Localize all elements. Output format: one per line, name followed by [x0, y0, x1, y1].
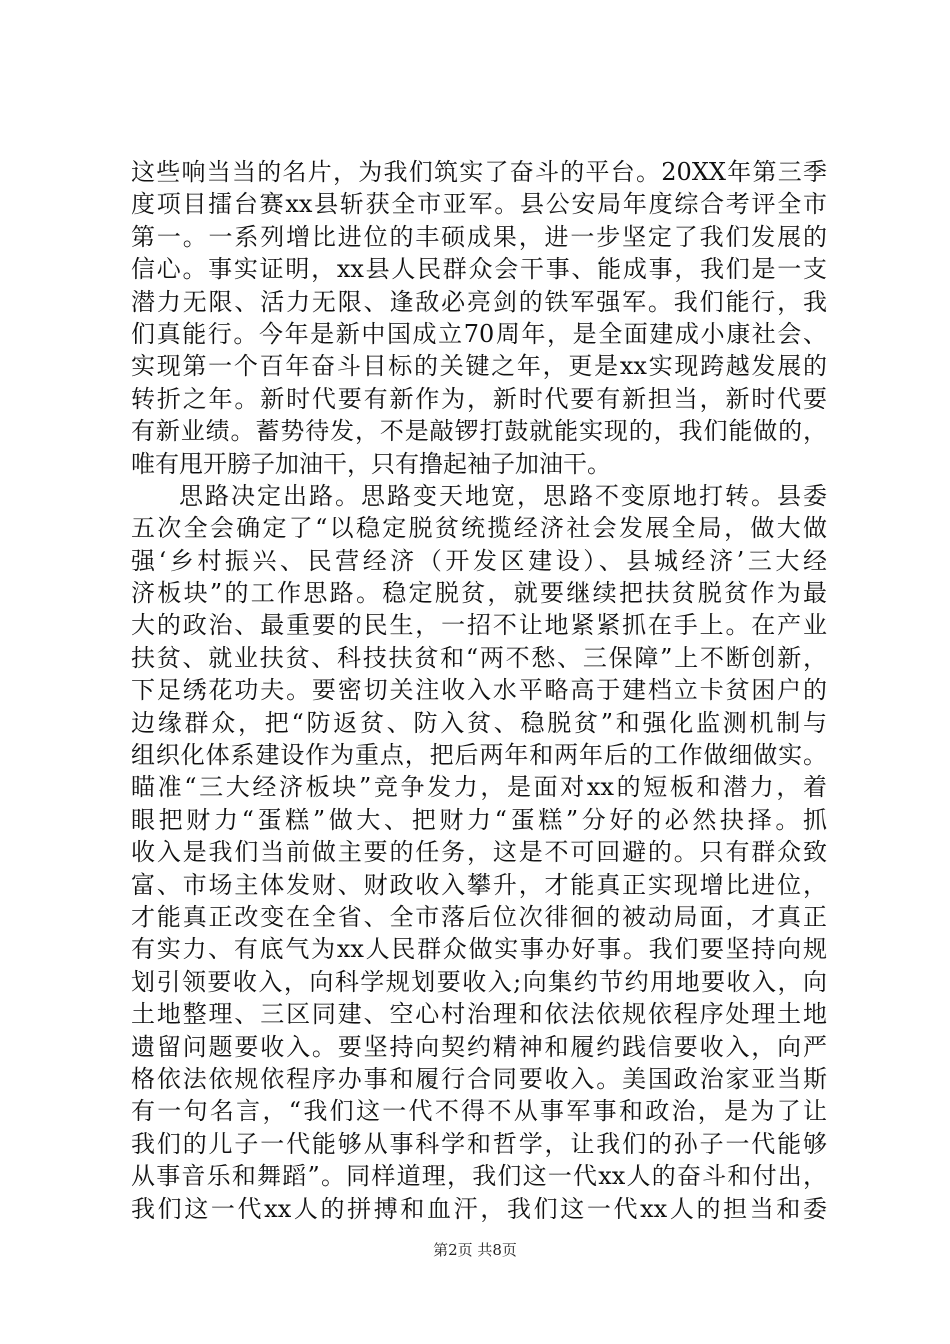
- text-line: 扶贫、就业扶贫、科技扶贫和“两不愁、三保障”上不断创新，: [131, 643, 827, 672]
- text-line: 收入是我们当前做主要的任务，这是不可回避的。只有群众致: [131, 838, 827, 867]
- text-line: 强‘乡村振兴、民营经济（开发区建设）、县城经济’三大经: [131, 546, 827, 575]
- text-line: 度项目擂台赛xx县斩获全市亚军。县公安局年度综合考评全市: [131, 190, 827, 219]
- body-text: [131, 156, 827, 1225]
- text-line: 我们的儿子一代能够从事科学和哲学，让我们的孙子一代能够: [131, 1129, 827, 1158]
- text-line: 潜力无限、活力无限、逢敌必亮剑的铁军强军。我们能行，我: [131, 287, 827, 316]
- text-line: 这些响当当的名片，为我们筑实了奋斗的平台。20XX年第三季: [131, 158, 827, 186]
- text-line: 边缘群众，把“防返贫、防入贫、稳脱贫”和强化监测机制与: [131, 708, 827, 737]
- text-line: 眼把财力“蛋糕”做大、把财力“蛋糕”分好的必然抉择。抓: [131, 805, 827, 834]
- text-line: 第一。一系列增比进位的丰硕成果，进一步坚定了我们发展的: [131, 222, 827, 251]
- text-line: 有实力、有底气为xx人民群众做实事办好事。我们要坚持向规: [131, 935, 827, 964]
- text-line: 五次全会确定了“以稳定脱贫统揽经济社会发展全局，做大做: [131, 514, 827, 543]
- text-line: 思路决定出路。思路变天地宽，思路不变原地打转。县委: [179, 481, 827, 510]
- text-line: 信心。事实证明，xx县人民群众会干事、能成事，我们是一支: [131, 255, 827, 284]
- text-line: 唯有甩开膀子加油干，只有撸起袖子加油干。: [131, 449, 611, 478]
- text-line: 富、市场主体发财、财政收入攀升，才能真正实现增比进位，: [131, 870, 827, 899]
- text-line: 有一句名言，“我们这一代不得不从事军事和政治，是为了让: [131, 1097, 827, 1126]
- text-line: 才能真正改变在全省、全市落后位次徘徊的被动局面，才真正: [131, 902, 827, 931]
- text-line: 土地整理、三区同建、空心村治理和依法依规依程序处理土地: [131, 1000, 827, 1029]
- text-line: 们真能行。今年是新中国成立70周年，是全面建成小康社会、: [131, 319, 827, 348]
- text-line: 大的政治、最重要的民生，一招不让地紧紧抓在手上。在产业: [131, 611, 827, 640]
- text-line: 遗留问题要收入。要坚持向契约精神和履约践信要收入，向严: [131, 1032, 827, 1061]
- text-line: 我们这一代xx人的拼搏和血汗，我们这一代xx人的担当和委: [131, 1194, 827, 1223]
- text-line: 划引领要收入，向科学规划要收入;向集约节约用地要收入，向: [131, 967, 827, 996]
- text-line: 转折之年。新时代要有新作为，新时代要有新担当，新时代要: [131, 384, 827, 413]
- text-line: 瞄准“三大经济板块”竞争发力，是面对xx的短板和潜力，着: [131, 773, 827, 802]
- text-line: 从事音乐和舞蹈”。同样道理，我们这一代xx人的奋斗和付出，: [131, 1162, 827, 1191]
- text-line: 济板块”的工作思路。稳定脱贫，就要继续把扶贫脱贫作为最: [131, 579, 827, 608]
- text-line: 有新业绩。蓄势待发，不是敲锣打鼓就能实现的，我们能做的，: [131, 417, 827, 446]
- text-line: 组织化体系建设作为重点，把后两年和两年后的工作做细做实。: [131, 741, 827, 770]
- text-line: 格依法依规依程序办事和履行合同要收入。美国政治家亚当斯: [131, 1064, 827, 1093]
- text-line: 下足绣花功夫。要密切关注收入水平略高于建档立卡贫困户的: [131, 676, 827, 705]
- page-number-footer: 第2页 共8页: [433, 1241, 517, 1259]
- text-line: 实现第一个百年奋斗目标的关键之年，更是xx实现跨越发展的: [131, 352, 827, 381]
